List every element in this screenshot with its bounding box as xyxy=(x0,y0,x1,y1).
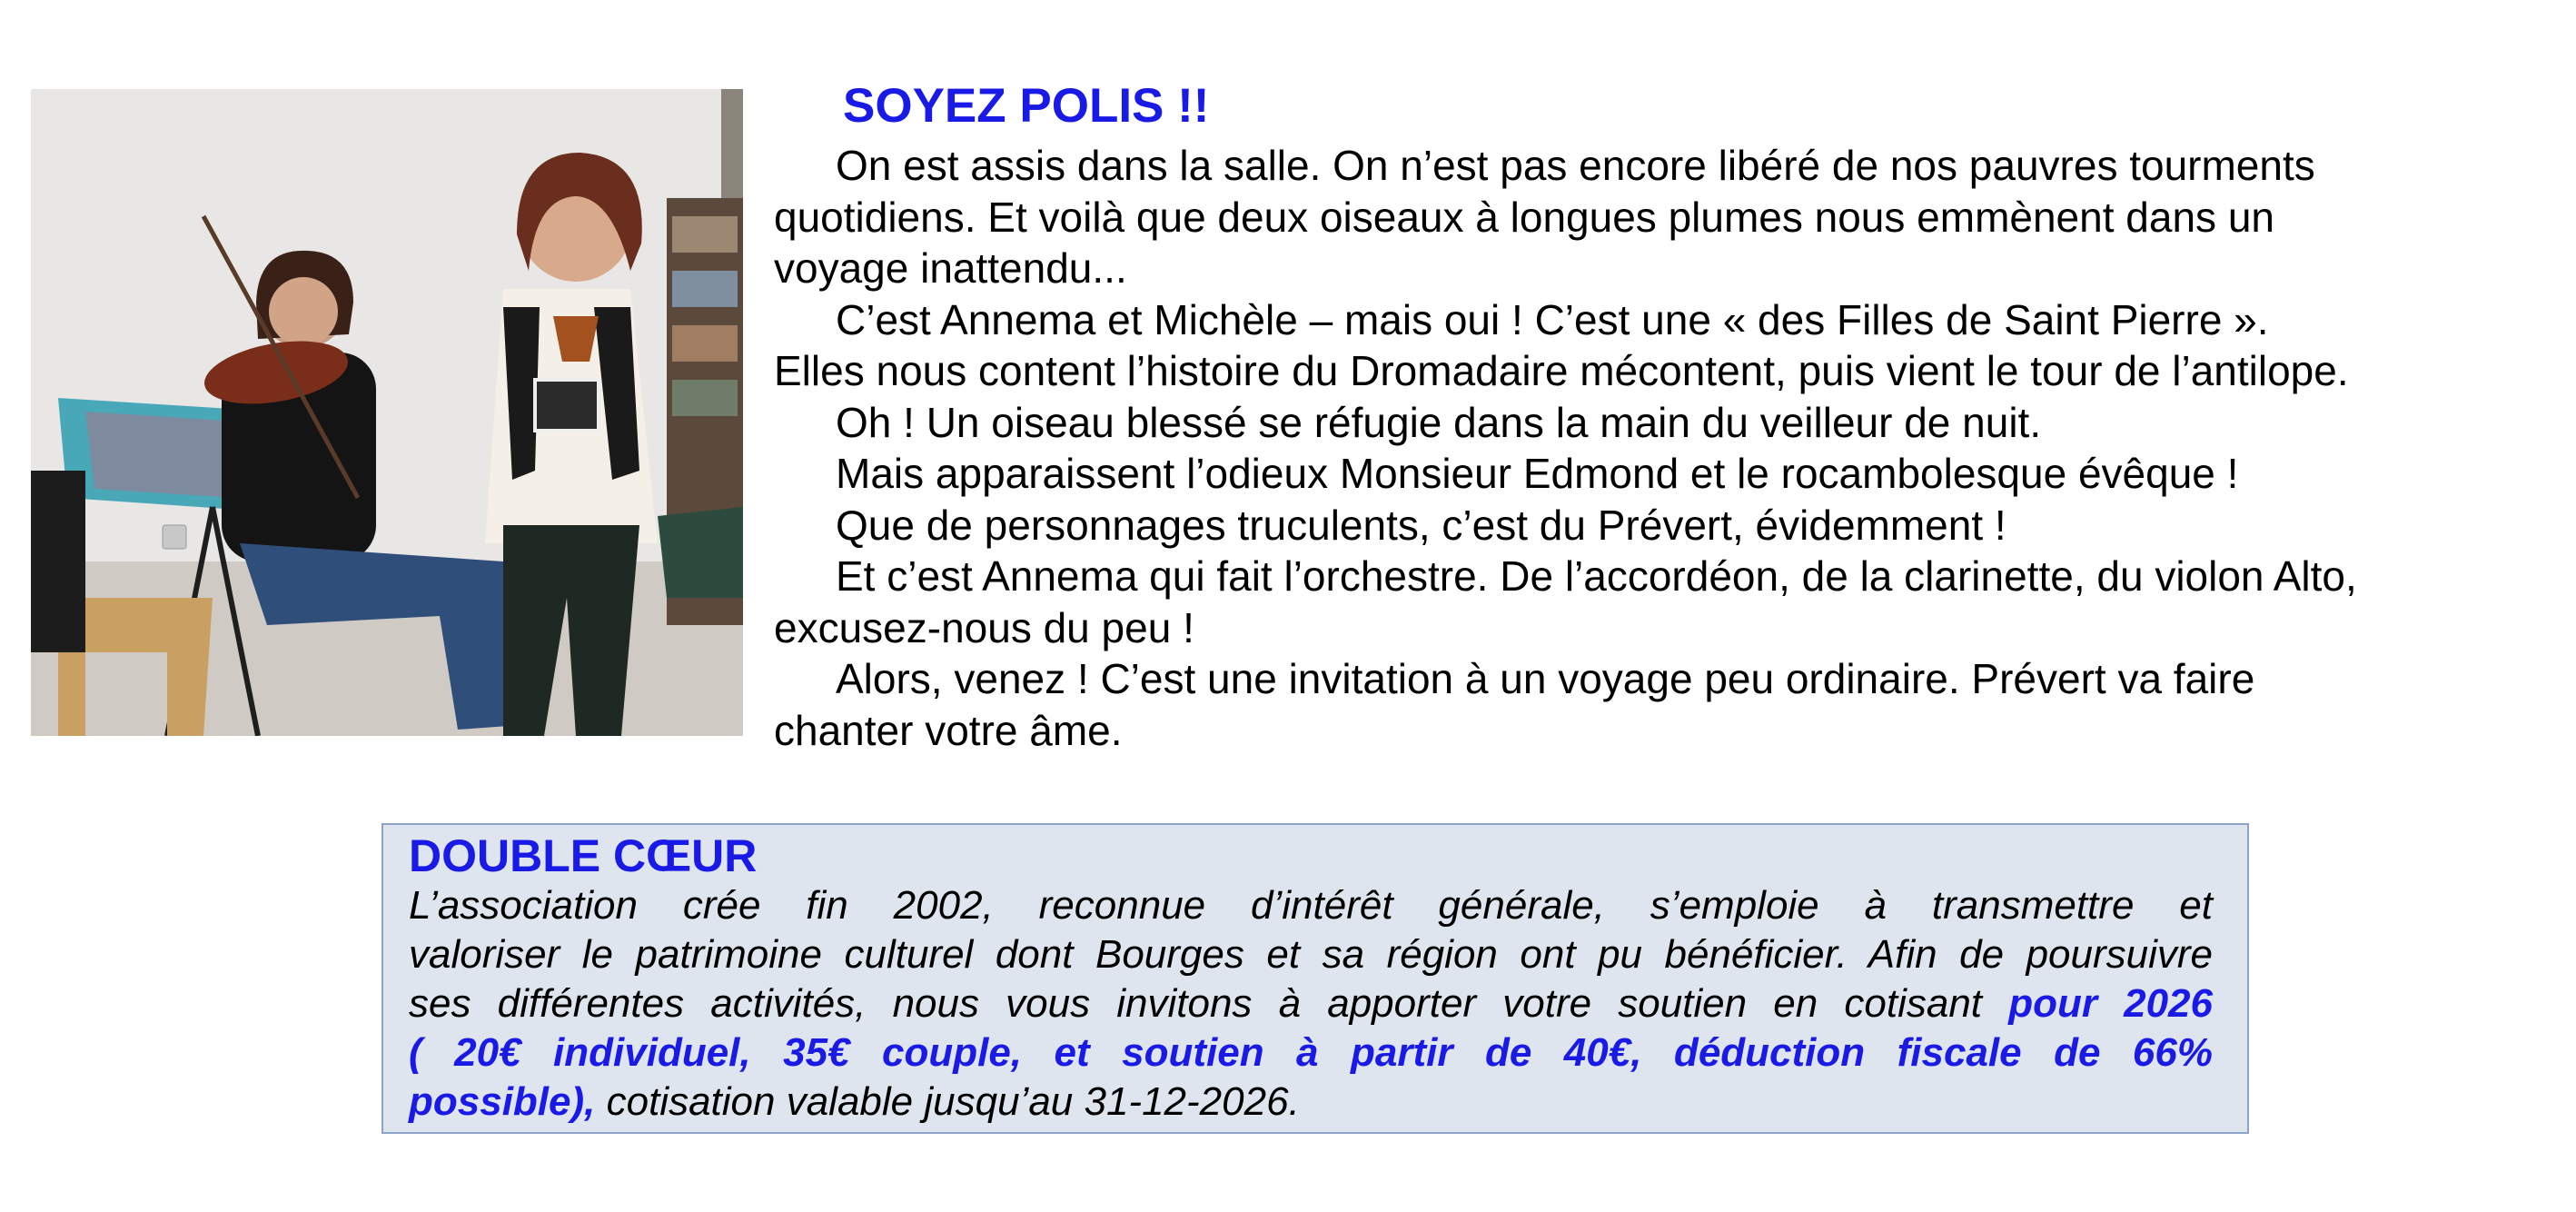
paragraph xyxy=(774,551,2527,653)
membership-highlight: ( 20€ individuel, 35€ couple, et soutien à partir de 40€, déduction fiscale de 66% xyxy=(409,1030,2213,1075)
paragraph xyxy=(774,294,2527,397)
paragraph-line: Que de personnages truculents, c’est du Prévert, évidemment ! xyxy=(836,501,2006,549)
paragraph-line: Oh ! Un oiseau blessé se réfugie dans la main du veilleur de nuit. xyxy=(836,398,2042,446)
article-body xyxy=(774,140,2527,756)
association-text-line: valoriser le patrimoine culturel dont Bourges et sa région ont pu bénéficier. Afin de poursuivre xyxy=(409,932,2213,977)
paragraph-line: chanter votre âme. xyxy=(774,706,1123,754)
paragraph xyxy=(774,500,2527,551)
association-text: ses différentes activités, nous vous invitons à apporter votre soutien en cotisant xyxy=(409,981,2009,1026)
paragraph xyxy=(774,653,2527,756)
photo-illustration xyxy=(31,89,743,736)
article-title: SOYEZ POLIS !! xyxy=(843,79,1210,133)
paragraph xyxy=(774,140,2527,294)
association-text-line xyxy=(409,979,2213,1028)
paragraph-line: voyage inattendu... xyxy=(774,244,1127,292)
membership-highlight: pour 2026 xyxy=(2008,981,2213,1026)
association-box xyxy=(381,823,2249,1134)
paragraph-line: Alors, venez ! C’est une invitation à un voyage peu ordinaire. Prévert va faire xyxy=(836,655,2255,702)
paragraph-line: Et c’est Annema qui fait l’orchestre. De l’accordéon, de la clarinette, du violon Alto, xyxy=(836,552,2357,600)
paragraph xyxy=(774,448,2527,500)
paragraph-line: excusez-nous du peu ! xyxy=(774,603,1194,651)
paragraph-line: On est assis dans la salle. On n’est pas encore libéré de nos pauvres tourments xyxy=(836,142,2315,189)
association-text-line: L’association crée fin 2002, reconnue d’intérêt générale, s’emploie à transmettre et xyxy=(409,883,2213,928)
association-title: DOUBLE CŒUR xyxy=(409,830,758,881)
membership-highlight: possible), xyxy=(409,1079,596,1124)
paragraph-line: C’est Annema et Michèle – mais oui ! C’est une « des Filles de Saint Pierre ». xyxy=(836,295,2269,343)
paragraph-line: Elles nous content l’histoire du Dromadaire mécontent, puis vient le tour de l’antilope. xyxy=(774,347,2349,394)
paragraph-line: quotidiens. Et voilà que deux oiseaux à longues plumes nous emmènent dans un xyxy=(774,193,2274,241)
association-text-line xyxy=(409,1078,2213,1127)
association-text: cotisation valable jusqu’au 31-12-2026. xyxy=(595,1079,1300,1124)
paragraph xyxy=(774,397,2527,449)
performers-photo xyxy=(31,89,743,736)
article xyxy=(774,78,2527,756)
paragraph-line: Mais apparaissent l’odieux Monsieur Edmond et le rocambolesque évêque ! xyxy=(836,450,2239,497)
